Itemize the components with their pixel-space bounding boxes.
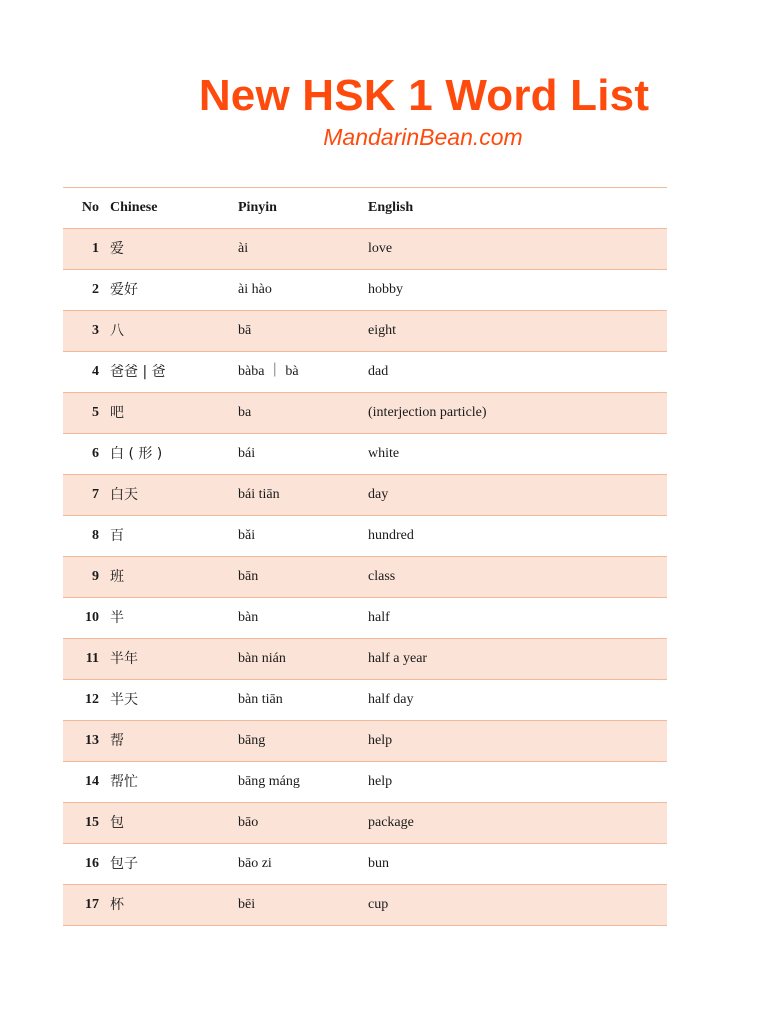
cell-english: cup xyxy=(368,897,389,912)
cell-english: help xyxy=(368,733,393,748)
cell-english: dad xyxy=(368,364,389,379)
table-row xyxy=(63,269,667,310)
table-row xyxy=(63,310,667,351)
column-header-english: English xyxy=(368,200,414,215)
cell-chinese: 半天 xyxy=(110,692,138,708)
cell-pinyin: bǎi xyxy=(238,528,256,543)
cell-pinyin: ba xyxy=(238,405,252,420)
cell-chinese: 白 ( 形 ) xyxy=(110,446,163,462)
cell-no: 5 xyxy=(92,405,99,420)
table-body xyxy=(63,228,667,926)
cell-pinyin: bā xyxy=(238,323,252,338)
cell-chinese: 帮忙 xyxy=(110,774,138,790)
cell-chinese: 爱 xyxy=(110,241,124,257)
cell-english: half day xyxy=(368,692,414,707)
cell-english: hobby xyxy=(368,282,403,297)
cell-english: bun xyxy=(368,856,389,871)
cell-english: love xyxy=(368,241,393,256)
cell-chinese: 班 xyxy=(110,569,124,585)
cell-no: 12 xyxy=(85,692,99,707)
cell-no: 11 xyxy=(85,651,99,666)
cell-english: class xyxy=(368,569,396,584)
cell-no: 16 xyxy=(85,856,99,871)
cell-english: half a year xyxy=(368,651,428,666)
cell-chinese: 百 xyxy=(110,528,124,544)
cell-chinese: 包子 xyxy=(110,856,138,872)
cell-no: 1 xyxy=(92,241,99,256)
table-row xyxy=(63,884,667,926)
cell-pinyin: bái xyxy=(238,446,256,461)
cell-chinese: 爱好 xyxy=(110,282,138,298)
table-row xyxy=(63,761,667,802)
cell-chinese: 杯 xyxy=(110,897,124,913)
cell-chinese: 包 xyxy=(110,815,124,831)
cell-pinyin: bāng xyxy=(238,733,266,748)
cell-no: 4 xyxy=(92,364,99,379)
table-row xyxy=(63,392,667,433)
cell-no: 7 xyxy=(92,487,99,502)
cell-english: (interjection particle) xyxy=(368,405,487,420)
cell-pinyin: bàn xyxy=(238,610,259,625)
table-row xyxy=(63,433,667,474)
cell-pinyin: bàn tiān xyxy=(238,692,283,707)
cell-pinyin: ài hào xyxy=(238,282,272,297)
cell-english: help xyxy=(368,774,393,789)
cell-pinyin: bāo xyxy=(238,815,259,830)
cell-english: eight xyxy=(368,323,396,338)
table-row xyxy=(63,802,667,843)
cell-no: 9 xyxy=(92,569,99,584)
cell-english: half xyxy=(368,610,390,625)
table-row xyxy=(63,474,667,515)
table-row xyxy=(63,597,667,638)
cell-pinyin: bān xyxy=(238,569,259,584)
cell-no: 2 xyxy=(92,282,99,297)
cell-english: white xyxy=(368,446,400,461)
cell-no: 3 xyxy=(92,323,99,338)
column-header-no: No xyxy=(81,200,99,215)
cell-chinese: 半 xyxy=(110,610,124,626)
cell-chinese: 吧 xyxy=(110,405,124,421)
cell-pinyin: bāo zi xyxy=(238,856,272,871)
cell-chinese: 半年 xyxy=(110,651,138,667)
cell-pinyin: bāng máng xyxy=(238,774,300,789)
page-title: New HSK 1 Word List xyxy=(198,71,650,120)
cell-no: 13 xyxy=(85,733,99,748)
cell-chinese: 帮 xyxy=(110,733,124,749)
site-name: MandarinBean.com xyxy=(323,124,523,150)
cell-no: 10 xyxy=(85,610,99,625)
cell-chinese: 爸爸 | 爸 xyxy=(110,364,166,380)
table-row xyxy=(63,679,667,720)
cell-pinyin: bàn nián xyxy=(238,651,286,666)
cell-no: 15 xyxy=(85,815,99,830)
table-row xyxy=(63,843,667,884)
cell-english: package xyxy=(368,815,414,830)
cell-chinese: 八 xyxy=(110,323,124,339)
table-row xyxy=(63,638,667,679)
cell-no: 8 xyxy=(92,528,99,543)
table-header-row xyxy=(63,187,667,228)
table-row xyxy=(63,720,667,761)
table-row xyxy=(63,556,667,597)
cell-pinyin: bēi xyxy=(238,897,256,912)
cell-no: 6 xyxy=(92,446,99,461)
cell-no: 14 xyxy=(85,774,99,789)
cell-no: 17 xyxy=(85,897,99,912)
table-row xyxy=(63,228,667,269)
table-row xyxy=(63,515,667,556)
table-row xyxy=(63,351,667,392)
cell-pinyin: bàba ｜ bà xyxy=(238,364,299,379)
cell-pinyin: bái tiān xyxy=(238,487,280,502)
cell-english: day xyxy=(368,487,389,502)
cell-chinese: 白天 xyxy=(110,487,138,503)
column-header-chinese: Chinese xyxy=(110,200,158,215)
cell-english: hundred xyxy=(368,528,414,543)
column-header-pinyin: Pinyin xyxy=(238,200,277,215)
cell-pinyin: ài xyxy=(238,241,249,256)
word-table xyxy=(63,187,667,926)
